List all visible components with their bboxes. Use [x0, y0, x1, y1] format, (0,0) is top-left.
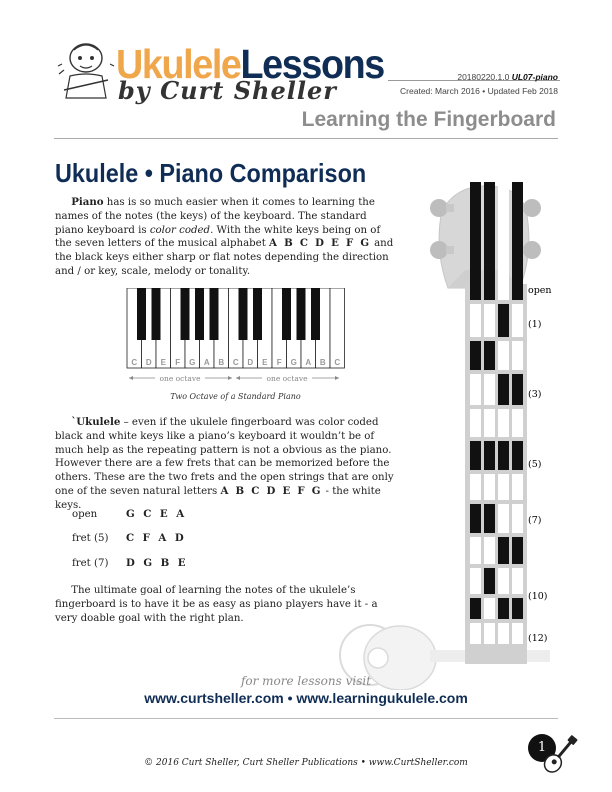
fret-cell — [470, 441, 481, 470]
fret-label-12: (12) — [528, 633, 548, 644]
fret-cell — [470, 598, 481, 619]
piano-key-letter: B — [218, 358, 225, 367]
footer-rule — [54, 718, 558, 719]
footer-visit-text: for more lessons visit — [240, 674, 372, 688]
notes-row-open: open G C E A — [72, 508, 187, 520]
piano-black-key — [253, 288, 262, 340]
piano-key-letter: G — [290, 358, 297, 367]
piano-keyboard — [123, 288, 348, 388]
doc-id: 20180220.1.0 UL07-piano — [457, 72, 558, 82]
logo-byline: by Curt Sheller — [118, 76, 337, 105]
doc-dates: Created: March 2016 • Updated Feb 2018 — [400, 86, 558, 96]
fret-cell — [484, 374, 495, 405]
fret-label-3: (3) — [528, 389, 542, 400]
fret-cell — [512, 598, 523, 619]
fret-cell — [498, 504, 509, 533]
logo-ukulele-drawing — [56, 36, 116, 102]
piano-key-letter: C — [232, 358, 239, 367]
fret-cell — [498, 441, 509, 470]
fret-cell — [470, 409, 481, 437]
ukulele-paragraph: `Ukulele – even if the ukulele fingerboard was color coded black and white keys like a piano’s keyboard it wouldn’t be of much help as the repeating pattern is not a obvious as the piano. However there are a few frets that can be memorized before the others. These are the two frets and the open strings that are only one of the seven natural letters A B C D E F G - the white keys. — [55, 416, 394, 511]
lesson-title: Learning the Fingerboard — [301, 108, 556, 131]
fret-label-10: (10) — [528, 591, 548, 602]
fret-cell — [498, 374, 509, 405]
fret-label-open: open — [528, 285, 552, 296]
octave-label-2: one octave — [266, 374, 308, 383]
fret-cell — [484, 474, 495, 500]
fret-cell — [512, 374, 523, 405]
fret-cell — [484, 504, 495, 533]
footer-urls[interactable]: www.curtsheller.com • www.learningukulele.com — [144, 690, 468, 706]
fret-cell — [498, 568, 509, 594]
fret-cell — [498, 409, 509, 437]
fret-cell — [512, 441, 523, 470]
piano-black-key — [152, 288, 161, 340]
piano-black-key — [297, 288, 306, 340]
octave-label-1: one octave — [159, 374, 201, 383]
fret-cell — [484, 441, 495, 470]
fret-cell — [498, 182, 509, 300]
page-title: Ukulele • Piano Comparison — [55, 158, 367, 188]
fret-cell — [484, 409, 495, 437]
fret-cell — [470, 182, 481, 300]
piano-key-letter: D — [145, 358, 152, 367]
fret-cell — [484, 341, 495, 370]
fret-cell — [484, 598, 495, 619]
piano-key-letter: B — [319, 358, 326, 367]
fret-cell — [498, 474, 509, 500]
piano-key-letter: A — [305, 358, 312, 367]
fret-cell — [470, 568, 481, 594]
fret-cell — [498, 341, 509, 370]
piano-key-letter: D — [247, 358, 254, 367]
fret-cell — [512, 182, 523, 300]
piano-key-letter: E — [262, 358, 268, 367]
title-rule — [54, 138, 558, 139]
fret-cell — [470, 504, 481, 533]
fret-cell — [512, 474, 523, 500]
fret-cell — [498, 537, 509, 564]
fret-cell — [512, 504, 523, 533]
fret-cell — [470, 341, 481, 370]
piano-black-key — [181, 288, 190, 340]
fret-cell — [470, 374, 481, 405]
fret-label-1: (1) — [528, 319, 542, 330]
piano-black-key — [195, 288, 204, 340]
page-number: 1 — [528, 734, 556, 762]
fret-cell — [470, 474, 481, 500]
piano-key-letter: A — [203, 358, 210, 367]
ukulele-icon — [540, 730, 580, 780]
notes-row-fret5: fret (5) C F A D — [72, 532, 187, 544]
piano-key-letter: F — [276, 358, 282, 367]
fret-cell — [512, 304, 523, 337]
copyright: © 2016 Curt Sheller, Curt Sheller Publications • www.CurtSheller.com — [144, 758, 468, 768]
fret-cell — [484, 537, 495, 564]
fret-cell — [498, 623, 509, 644]
piano-black-key — [311, 288, 320, 340]
fret-cell — [498, 304, 509, 337]
piano-black-key — [210, 288, 219, 340]
piano-key-letter: G — [189, 358, 196, 367]
piano-black-key — [282, 288, 291, 340]
fret-cell — [512, 537, 523, 564]
piano-key-letter: C — [131, 358, 138, 367]
piano-key-letter: C — [334, 358, 341, 367]
notes-row-fret7: fret (7) D G B E — [72, 557, 189, 569]
piano-key-letter: F — [175, 358, 181, 367]
fret-label-7: (7) — [528, 515, 542, 526]
fret-cell — [484, 623, 495, 644]
ukulele-fingerboard — [330, 180, 560, 690]
logo-title: UkuleleLessons — [116, 41, 384, 87]
fret-cell — [512, 409, 523, 437]
closing-paragraph: The ultimate goal of learning the notes of the ukulele’s fingerboard is to have it be as easy as piano players have it - a very doable goal with the right plan. — [55, 585, 378, 624]
fret-cell — [512, 568, 523, 594]
fret-cell — [484, 304, 495, 337]
fret-cell — [484, 568, 495, 594]
fret-cell — [470, 623, 481, 644]
piano-black-key — [137, 288, 146, 340]
fret-cell — [470, 537, 481, 564]
fret-cell — [470, 304, 481, 337]
fret-cell — [512, 623, 523, 644]
piano-caption: Two Octave of a Standard Piano — [170, 392, 301, 401]
fret-label-5: (5) — [528, 459, 542, 470]
intro-paragraph: Piano has is so much easier when it comes to learning the names of the notes (the keys) of the keyboard. The standard piano keyboard is color coded. With the white keys being on of the seven letters of the musical alphabet A B C D E F G and the black keys either sharp or flat notes depending the direction and / or key, scale, melody or tonality. — [55, 196, 394, 277]
fret-cell — [512, 341, 523, 370]
piano-black-key — [239, 288, 248, 340]
piano-key-letter: E — [160, 358, 166, 367]
fret-cell — [484, 182, 495, 300]
fret-cell — [498, 598, 509, 619]
